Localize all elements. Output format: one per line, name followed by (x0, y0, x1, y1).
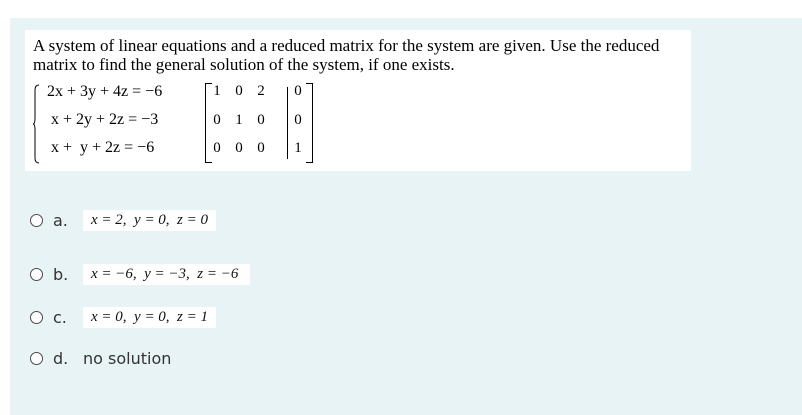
option-answer: x = −6, y = −3, z = −6 (83, 264, 250, 285)
matrix-cell: 1 (213, 83, 221, 99)
radio-button-a[interactable] (30, 214, 43, 227)
option-answer: x = 2, y = 0, z = 0 (83, 210, 216, 231)
equation-3: x + y + 2z = −6 (47, 139, 155, 156)
option-c[interactable] (30, 305, 216, 329)
equation-system (33, 81, 203, 171)
matrix-cell: 1 (294, 140, 302, 156)
option-letter: b. (53, 264, 69, 284)
option-letter: a. (53, 210, 68, 230)
radio-button-d[interactable] (30, 352, 43, 365)
equation-1: 2x + 3y + 4z = −6 (47, 83, 163, 100)
matrix-cell: 0 (257, 112, 265, 128)
option-answer: x = 0, y = 0, z = 1 (83, 307, 216, 328)
option-answer: no solution (83, 348, 172, 368)
left-brace-icon (33, 84, 39, 164)
option-d[interactable] (30, 346, 171, 370)
question-box (25, 30, 691, 171)
matrix-cell: 1 (235, 112, 243, 128)
radio-button-c[interactable] (30, 311, 43, 324)
matrix-cell: 0 (235, 83, 243, 99)
matrix-row (195, 83, 320, 103)
question-text: A system of linear equations and a reduced matrix for the system are given. Use the reduced matrix to find the general solution of the system, if one exists. (33, 36, 660, 74)
matrix-cell: 0 (235, 140, 243, 156)
equation-2: x + 2y + 2z = −3 (47, 111, 159, 128)
option-letter: d. (53, 348, 69, 368)
matrix-cell: 0 (294, 83, 302, 99)
matrix-cell: 2 (257, 83, 265, 99)
matrix-cell: 0 (213, 140, 221, 156)
matrix-row (195, 140, 320, 160)
option-letter: c. (53, 307, 67, 327)
matrix-row (195, 112, 320, 132)
reduced-matrix (195, 83, 320, 169)
matrix-cell: 0 (257, 140, 265, 156)
matrix-cell: 0 (294, 112, 302, 128)
option-b[interactable] (30, 262, 250, 286)
matrix-cell: 0 (213, 112, 221, 128)
radio-button-b[interactable] (30, 268, 43, 281)
option-a[interactable] (30, 208, 216, 232)
